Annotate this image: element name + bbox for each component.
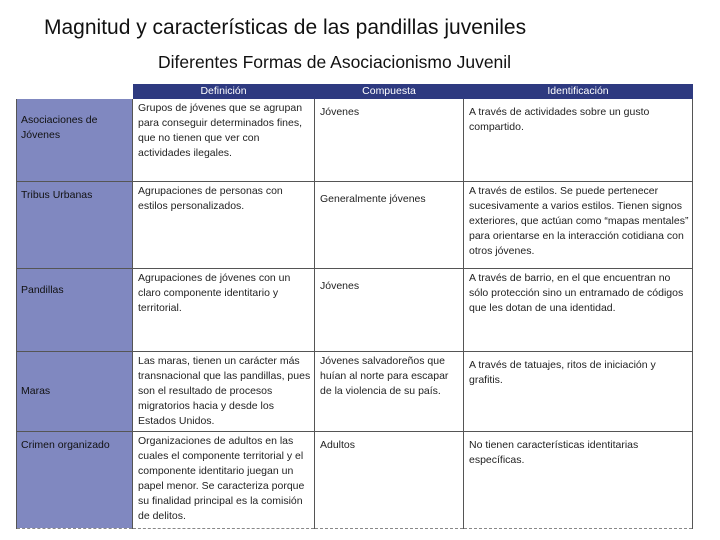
cell-definicion: Organizaciones de adultos en las cuales el componente territorial y el componente identitario juegan un papel menor. Se caracteriza porque su finalidad principal es la comisión de delitos. [133, 432, 315, 529]
cell-compuesta: Jóvenes salvadoreños que huían al norte para escapar de la violencia de su país. [315, 352, 464, 432]
table-row [17, 269, 693, 352]
cell-identificacion: A través de barrio, en el que encuentran no sólo protección sino un entramado de códigos que les dotan de una identidad. [464, 269, 693, 352]
page-title: Magnitud y características de las pandillas juveniles [44, 16, 527, 39]
cell-definicion: Agrupaciones de personas con estilos personalizados. [133, 182, 315, 269]
row-label: Tribus Urbanas [17, 182, 133, 269]
cell-compuesta: Jóvenes [315, 99, 464, 182]
row-label: Asociaciones de Jóvenes [17, 99, 133, 182]
table-row [17, 182, 693, 269]
cell-compuesta: Adultos [315, 432, 464, 529]
cell-identificacion: A través de estilos. Se puede pertenecer sucesivamente a varios estilos. Tienen signos exteriores, que actúan como “mapas mentales” para orientarse en la interacción cotidiana con otros jóvenes. [464, 182, 693, 269]
cell-definicion: Agrupaciones de jóvenes con un claro componente identitario y territorial. [133, 269, 315, 352]
cell-identificacion: A través de actividades sobre un gusto compartido. [464, 99, 693, 182]
header-definicion: Definición [133, 84, 315, 99]
header-corner [17, 84, 133, 99]
page-subtitle: Diferentes Formas de Asociacionismo Juvenil [158, 52, 512, 72]
header-compuesta: Compuesta [315, 84, 464, 99]
row-label: Pandillas [17, 269, 133, 352]
cell-definicion: Las maras, tienen un carácter más transnacional que las pandillas, pues son el resultado de procesos migratorios hacia y desde los Estados Unidos. [133, 352, 315, 432]
table-row [17, 432, 693, 529]
table-row [17, 352, 693, 432]
cell-compuesta: Jóvenes [315, 269, 464, 352]
cell-compuesta: Generalmente jóvenes [315, 182, 464, 269]
associations-table [16, 84, 693, 529]
row-label: Crimen organizado [17, 432, 133, 529]
cell-definicion: Grupos de jóvenes que se agrupan para conseguir determinados fines, que no tienen que ver con actividades ilegales. [133, 99, 315, 182]
table-row [17, 99, 693, 182]
cell-identificacion: No tienen características identitarias específicas. [464, 432, 693, 529]
cell-identificacion: A través de tatuajes, ritos de iniciación y grafitis. [464, 352, 693, 432]
header-identificacion: Identificación [464, 84, 693, 99]
table-header-row [17, 84, 693, 99]
row-label: Maras [17, 352, 133, 432]
